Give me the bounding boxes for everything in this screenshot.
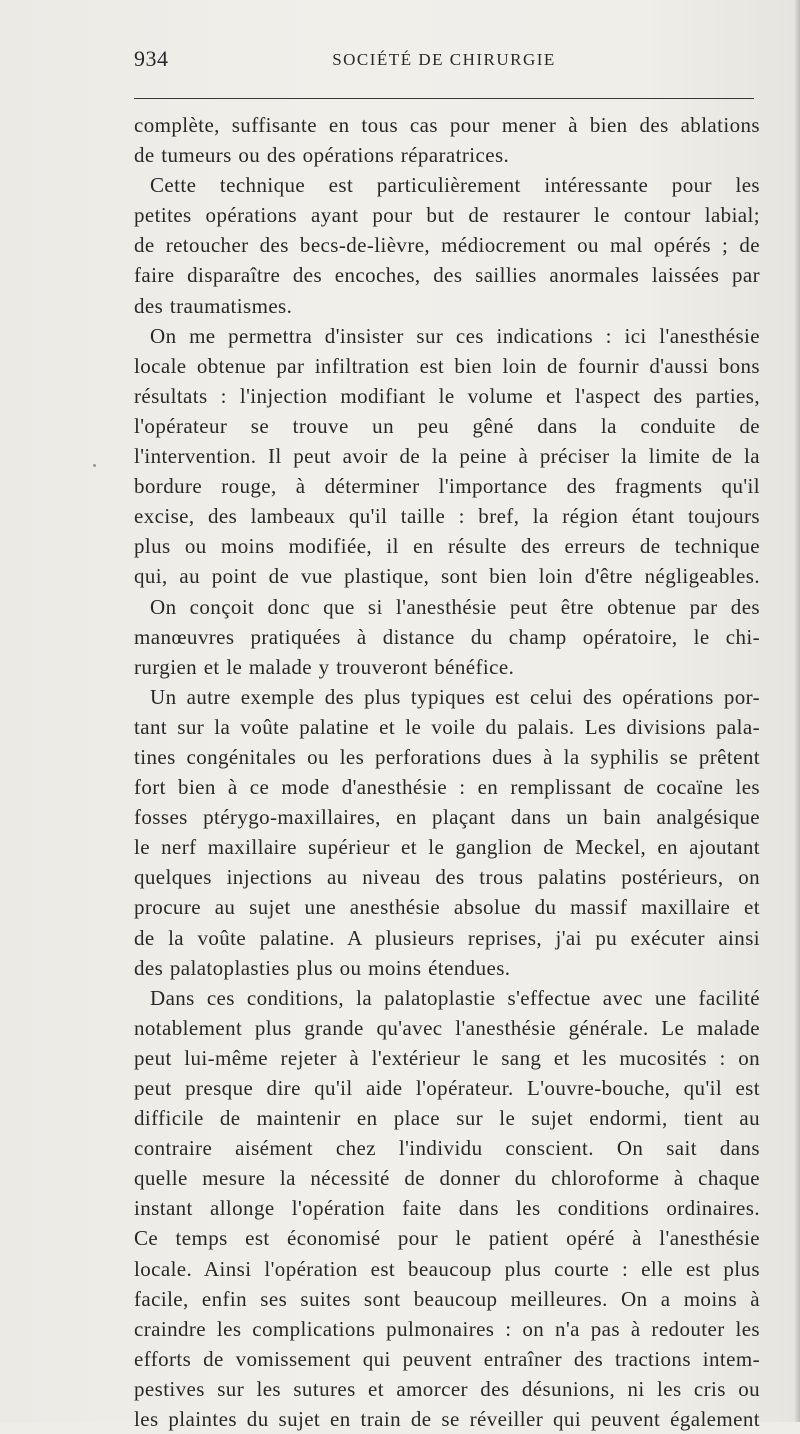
text-line: peut presque dire qu'il aide l'opérateur. L'ouvre-bouche, qu'il est — [134, 1076, 760, 1100]
text-line: Un autre exemple des plus typiques est celui des opérations por- — [150, 684, 760, 709]
text-line: tant sur la voûte palatine et le voile du palais. Les divisions pala- — [134, 714, 760, 739]
paper-speck — [93, 464, 96, 467]
text-line: des palatoplasties plus ou moins étendues. — [134, 955, 511, 980]
page-header — [134, 46, 754, 80]
text-line: efforts de vomissement qui peuvent entraîner des tractions intem- — [134, 1346, 760, 1371]
text-line: les plaintes du sujet en train de se réveiller qui peuvent également — [134, 1407, 760, 1432]
text-line: instant allonge l'opération faite dans les conditions ordinaires. — [134, 1196, 760, 1221]
header-rule — [134, 98, 754, 99]
text-line: complète, suffisante en tous cas pour mener à bien des ablations — [134, 113, 760, 137]
text-line: excise, des lambeaux qu'il taille : bref, la région étant toujours — [134, 504, 760, 529]
text-line: manœuvres pratiquées à distance du champ opératoire, le chi- — [134, 624, 760, 649]
text-line: faire disparaître des encoches, des saillies anormales laissées par — [134, 263, 760, 288]
text-line: fosses ptérygo-maxillaires, en plaçant dans un bain analgésique — [134, 805, 760, 830]
text-line: locale. Ainsi l'opération est beaucoup plus courte : elle est plus — [134, 1256, 760, 1281]
text-line: tines congénitales ou les perforations dues à la syphilis se prêtent — [134, 744, 760, 769]
text-line: rurgien et le malade y trouveront bénéfice. — [134, 654, 515, 679]
text-line: Cette technique est particulièrement intéressante pour les — [150, 173, 760, 198]
text-line: le nerf maxillaire supérieur et le ganglion de Meckel, en ajoutant — [134, 835, 760, 860]
text-line: notablement plus grande qu'avec l'anesthésie générale. Le malade — [134, 1015, 760, 1040]
text-line: craindre les complications pulmonaires : on n'a pas à redouter les — [134, 1316, 760, 1341]
text-line: résultats : l'injection modifiant le volume et l'aspect des parties, — [134, 383, 760, 408]
text-line: Ce temps est économisé pour le patient opéré à l'anesthésie — [134, 1226, 760, 1251]
text-line: plus ou moins modifiée, il en résulte des erreurs de technique — [134, 534, 760, 559]
text-line: fort bien à ce mode d'anesthésie : en remplissant de cocaïne les — [134, 775, 760, 800]
text-line: de retoucher des becs-de-lièvre, médiocrement ou mal opérés ; de — [134, 233, 760, 258]
text-line: peut lui-même rejeter à l'extérieur le sang et les mucosités : on — [134, 1045, 760, 1070]
text-line: On conçoit donc que si l'anesthésie peut être obtenue par des — [150, 594, 760, 619]
text-line: bordure rouge, à déterminer l'importance des fragments qu'il — [134, 474, 760, 499]
text-line: difficile de maintenir en place sur le sujet endormi, tient au — [134, 1106, 760, 1131]
running-title: SOCIÉTÉ DE CHIRURGIE — [332, 50, 556, 69]
text-line: de tumeurs ou des opérations réparatrices. — [134, 143, 510, 168]
body-text — [134, 110, 760, 1434]
text-line: procure au sujet une anesthésie absolue du massif maxillaire et — [134, 895, 760, 920]
text-line: Dans ces conditions, la palatoplastie s'effectue avec une facilité — [150, 985, 760, 1010]
page-edge-shadow — [794, 0, 800, 1422]
text-line: locale obtenue par infiltration est bien loin de fournir d'aussi bons — [134, 353, 760, 378]
text-line: contraire aisément chez l'individu conscient. On sait dans — [134, 1136, 760, 1161]
text-line: facile, enfin ses suites sont beaucoup meilleures. On a moins à — [134, 1286, 760, 1311]
text-line: petites opérations ayant pour but de restaurer le contour labial; — [134, 203, 760, 228]
text-line: quelques injections au niveau des trous palatins postérieurs, on — [134, 865, 760, 890]
text-line: l'intervention. Il peut avoir de la peine à préciser la limite de la — [134, 444, 760, 469]
text-line: de la voûte palatine. A plusieurs reprises, j'ai pu exécuter ainsi — [134, 925, 760, 950]
text-line: qui, au point de vue plastique, sont bien loin d'être négligeables. — [134, 564, 760, 589]
text-line: pestives sur les sutures et amorcer des désunions, ni les cris ou — [134, 1376, 760, 1401]
text-line: quelle mesure la nécessité de donner du chloroforme à chaque — [134, 1166, 760, 1191]
text-line: des traumatismes. — [134, 293, 293, 318]
text-line: l'opérateur se trouve un peu gêné dans la conduite de — [134, 413, 760, 438]
text-line: On me permettra d'insister sur ces indications : ici l'anesthésie — [150, 323, 760, 348]
page-number: 934 — [134, 46, 169, 71]
